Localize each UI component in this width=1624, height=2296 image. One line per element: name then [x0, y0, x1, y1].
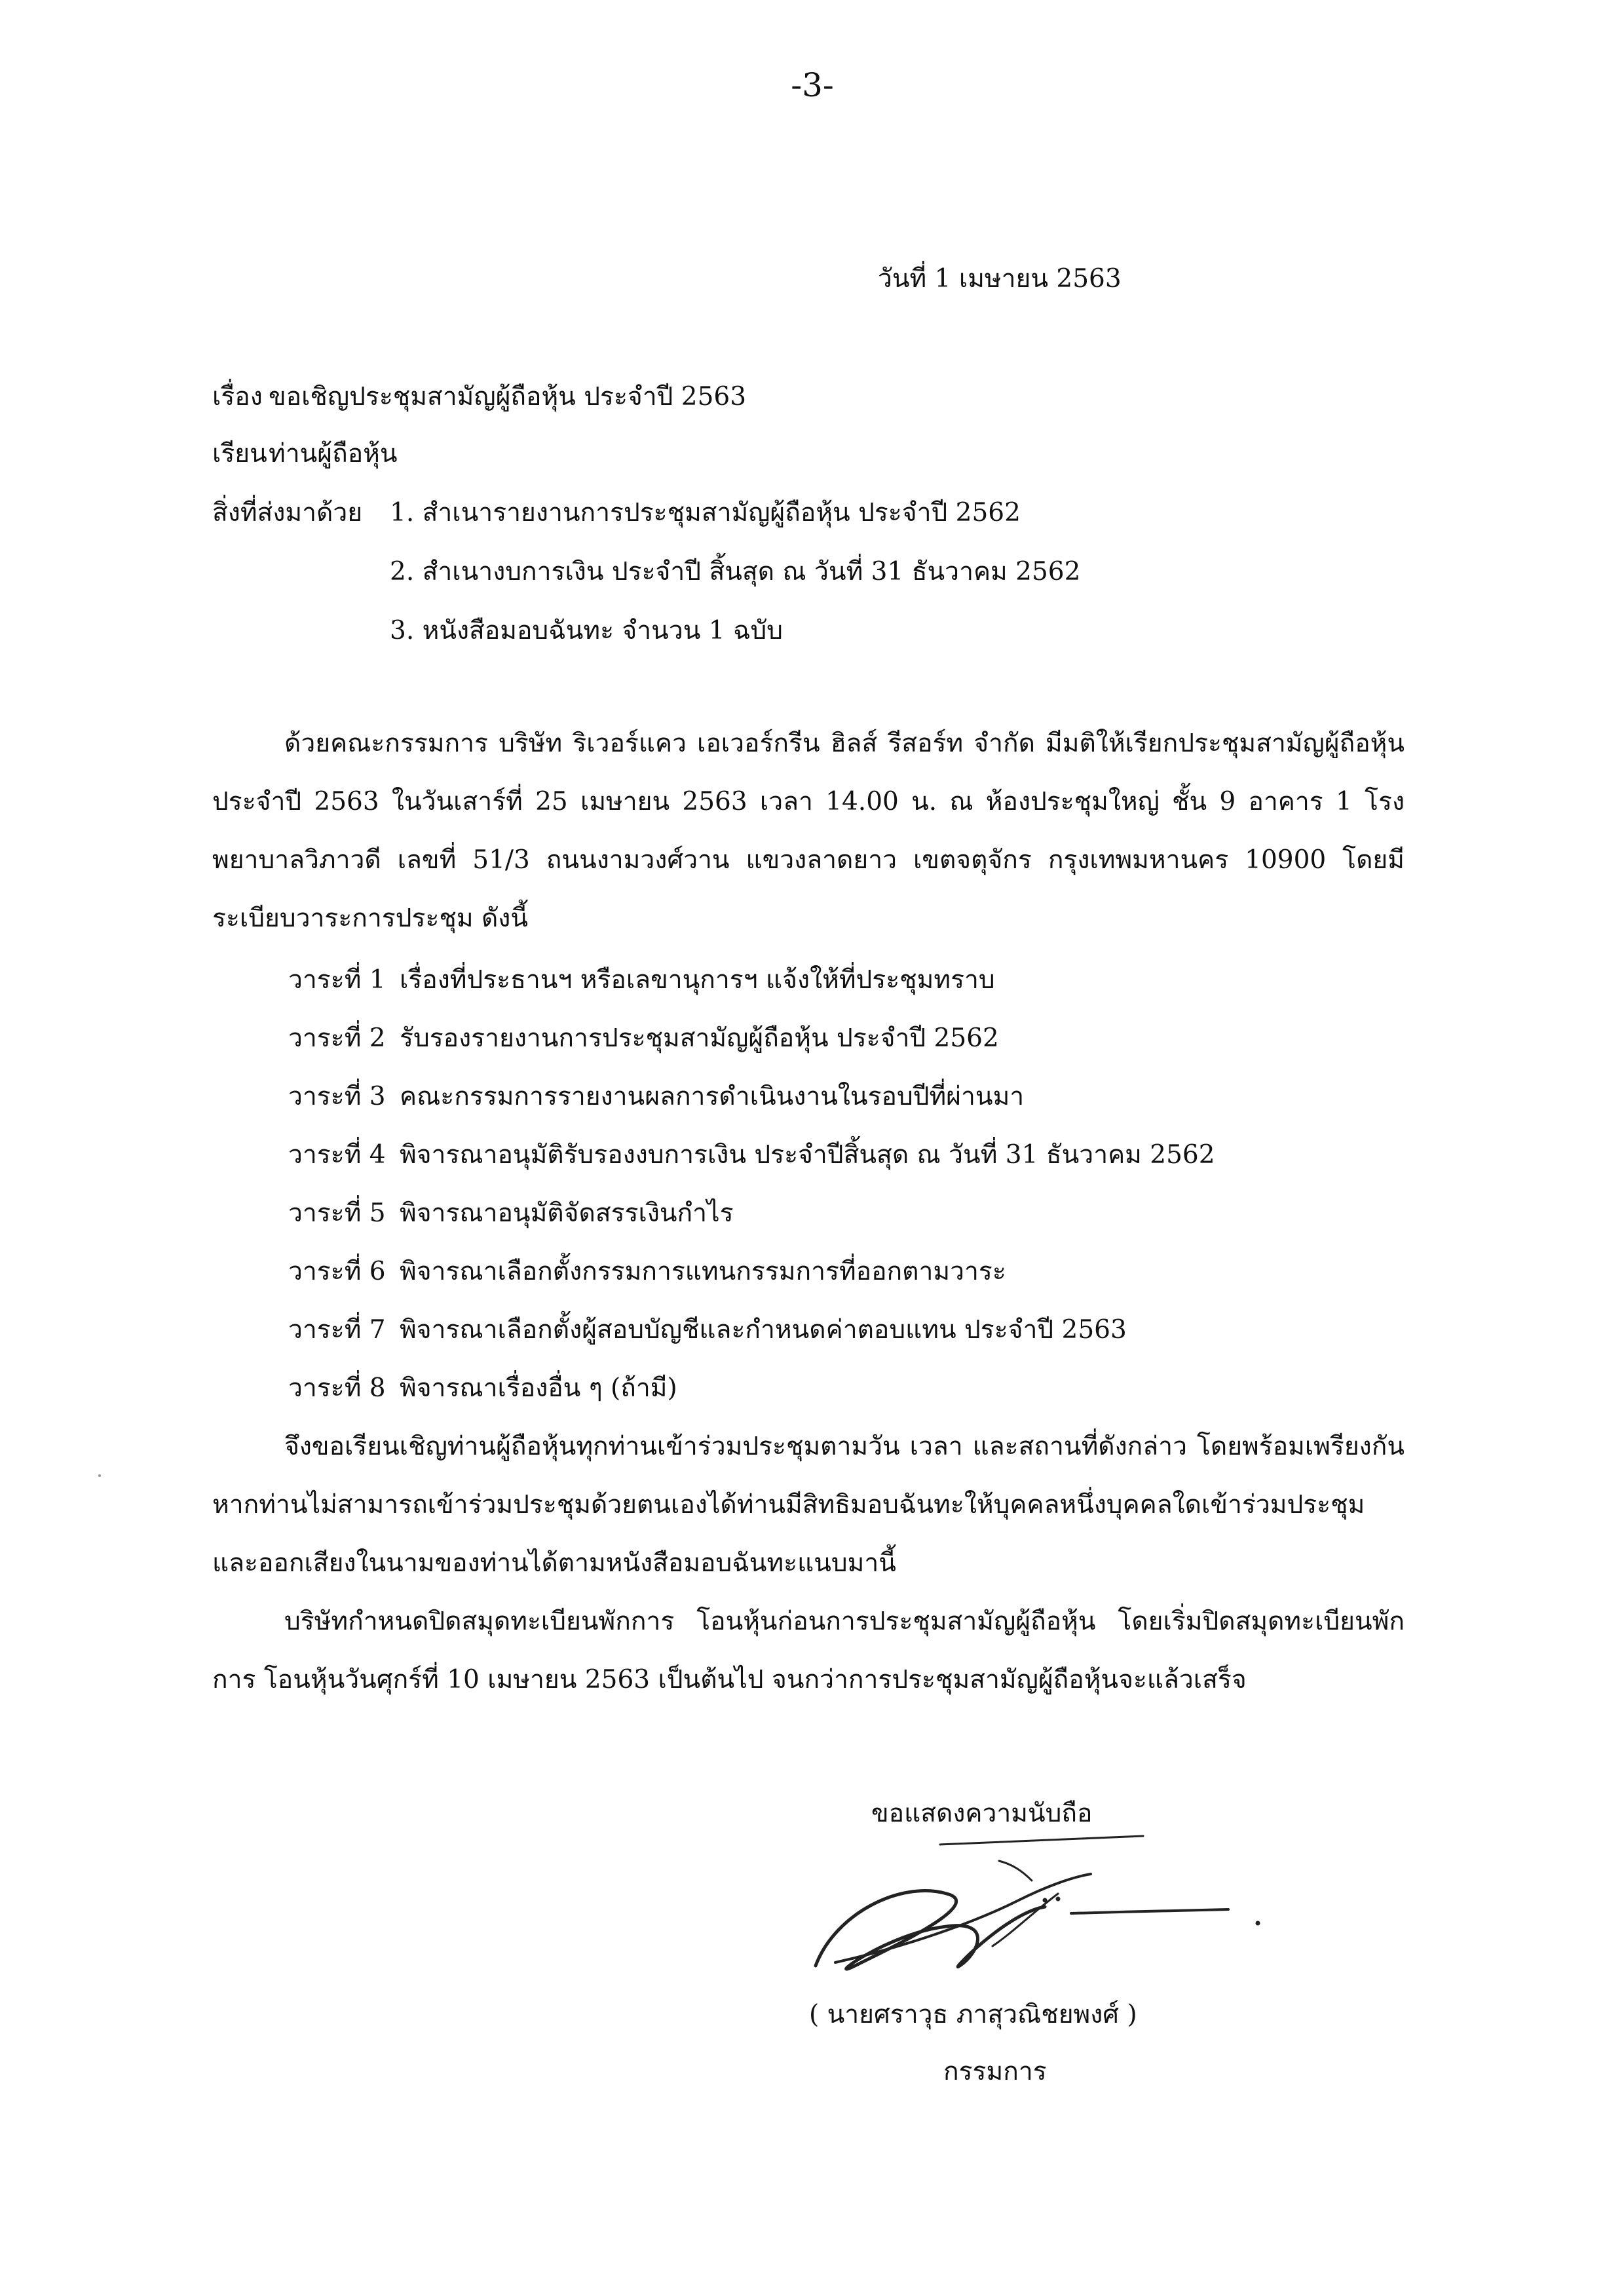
agenda-item	[288, 1242, 1215, 1301]
agenda-item	[288, 1126, 1215, 1184]
agenda-number: วาระที่ 3	[288, 1082, 386, 1111]
closing-salutation: ขอแสดงความนับถือ	[871, 1799, 1093, 1828]
signer-name: ( นายศราวุธ ภาสุวณิชยพงศ์ )	[809, 2000, 1137, 2029]
page-number: -3-	[791, 66, 834, 104]
agenda-text: พิจารณาเลือกตั้งผู้สอบบัญชีและกำหนดค่าตอบแทน ประจำปี 2563	[400, 1315, 1127, 1345]
agenda-number: วาระที่ 7	[288, 1315, 386, 1345]
agenda-number: วาระที่ 5	[288, 1198, 386, 1228]
subject-text: ขอเชิญประชุมสามัญผู้ถือหุ้น ประจำปี 2563	[269, 382, 747, 411]
agenda-text: พิจารณาอนุมัติรับรองงบการเงิน ประจำปีสิ้นสุด ณ วันที่ 31 ธันวาคม 2562	[400, 1140, 1215, 1170]
agenda-text: พิจารณาเรื่องอื่น ๆ (ถ้ามี)	[400, 1373, 677, 1403]
agenda-item	[288, 1301, 1215, 1359]
agenda-list	[288, 951, 1215, 1417]
agenda-text: คณะกรรมการรายงานผลการดำเนินงานในรอบปีที่ผ่านมา	[400, 1082, 1025, 1111]
agenda-number: วาระที่ 6	[288, 1257, 386, 1286]
recipient-text: ท่านผู้ถือหุ้น	[269, 439, 398, 469]
agenda-text: เรื่องที่ประธานฯ หรือเลขานุการฯ แจ้งให้ที่ประชุมทราบ	[400, 965, 995, 995]
agenda-item	[288, 1009, 1215, 1067]
signer-position: กรรมการ	[943, 2057, 1047, 2086]
agenda-text: รับรองรายงานการประชุมสามัญผู้ถือหุ้น ประจำปี 2562	[400, 1024, 999, 1053]
intro-paragraph: ด้วยคณะกรรมการ บริษัท ริเวอร์แคว เอเวอร์กรีน ฮิลส์ รีสอร์ท จำกัด มีมติให้เรียกประชุมสามัญผู้ถือหุ้นประจำปี 2563 ในวันเสาร์ที่ 25 เมษายน 2563 เวลา 14.00 น. ณ ห้องประชุมใหญ่ ชั้น 9 อาคาร 1 โรงพยาบาลวิภาวดี เลขที่ 51/3 ถนนงามวงศ์วาน แขวงลาดยาว เขตจตุจักร กรุงเทพมหานคร 10900 โดยมีระเบียบวาระการประชุม ดังนี้	[212, 729, 1405, 933]
scan-speck	[98, 1474, 101, 1477]
attachment-item-2: 2. สำเนางบการเงิน ประจำปี สิ้นสุด ณ วันที่ 31 ธันวาคม 2562	[390, 557, 1081, 586]
agenda-number: วาระที่ 2	[288, 1024, 386, 1053]
attachment-item-3: 3. หนังสือมอบฉันทะ จำนวน 1 ฉบับ	[390, 616, 784, 645]
signature-image	[796, 1835, 1294, 1992]
subject-label: เรื่อง	[212, 382, 263, 411]
recipient-label: เรียน	[212, 439, 267, 469]
attachments-label: สิ่งที่ส่งมาด้วย	[212, 498, 363, 527]
invitation-paragraph: จึงขอเรียนเชิญท่านผู้ถือหุ้นทุกท่านเข้าร่วมประชุมตามวัน เวลา และสถานที่ดังกล่าว โดยพร้อมเพรียงกัน หากท่านไม่สามารถเข้าร่วมประชุมด้วยตนเองได้ท่านมีสิทธิมอบฉันทะให้บุคคลหนึ่งบุคคลใดเข้าร่วมประชุมและออกเสียงในนามของท่านได้ตามหนังสือมอบฉันทะแนบมานี้	[212, 1432, 1405, 1578]
letter-date: วันที่ 1 เมษายน 2563	[878, 264, 1122, 294]
agenda-text: พิจารณาอนุมัติจัดสรรเงินกำไร	[400, 1198, 734, 1228]
agenda-number: วาระที่ 8	[288, 1373, 386, 1403]
agenda-item	[288, 1359, 1215, 1417]
agenda-number: วาระที่ 1	[288, 965, 386, 995]
agenda-number: วาระที่ 4	[288, 1140, 386, 1170]
agenda-text: พิจารณาเลือกตั้งกรรมการแทนกรรมการที่ออกตามวาระ	[400, 1257, 1006, 1286]
agenda-item	[288, 1184, 1215, 1242]
agenda-item	[288, 951, 1215, 1009]
register-closure-paragraph: บริษัทกำหนดปิดสมุดทะเบียนพักการ โอนหุ้นก่อนการประชุมสามัญผู้ถือหุ้น โดยเริ่มปิดสมุดทะเบียนพักการ โอนหุ้นวันศุกร์ที่ 10 เมษายน 2563 เป็นต้นไป จนกว่าการประชุมสามัญผู้ถือหุ้นจะแล้วเสร็จ	[212, 1607, 1405, 1694]
agenda-item	[288, 1067, 1215, 1126]
attachment-item-1: 1. สำเนารายงานการประชุมสามัญผู้ถือหุ้น ประจำปี 2562	[390, 498, 1021, 527]
